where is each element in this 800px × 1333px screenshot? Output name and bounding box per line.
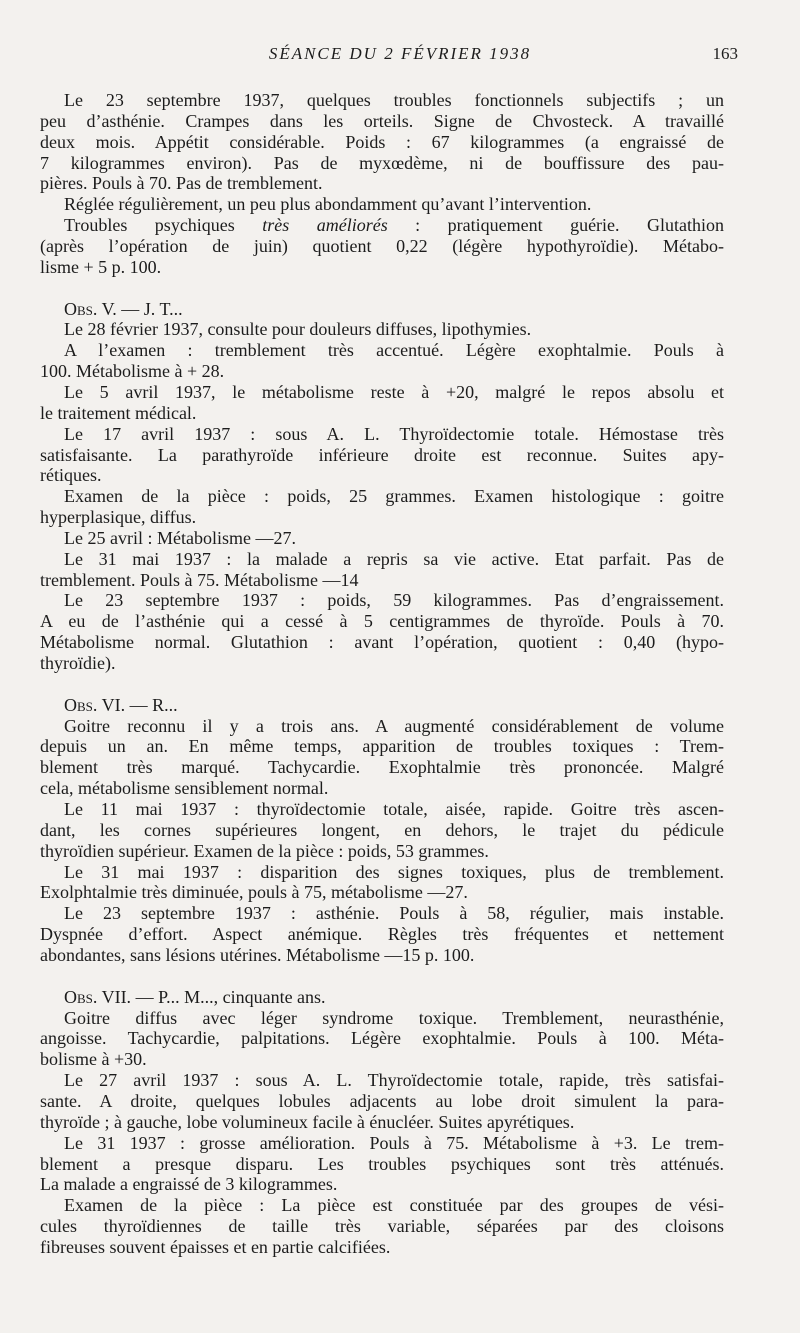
text-line: Le 28 février 1937, consulte pour douleurs diffuses, lipothymies. bbox=[64, 319, 532, 340]
text-line: thyroïdie). bbox=[40, 652, 116, 673]
paragraph bbox=[40, 903, 724, 966]
text-line: Le 23 septembre 1937 : asthénie. Pouls à 58, régulier, mais instable. bbox=[64, 903, 724, 924]
text-line: cela, métabolisme sensiblement normal. bbox=[40, 778, 329, 799]
text-line: Le 31 1937 : grosse amélioration. Pouls à 75. Métabolisme à +3. Le trem- bbox=[64, 1132, 724, 1153]
text-line: deux mois. Appétit considérable. Poids : 67 kilogrammes (a engraissé de bbox=[40, 131, 724, 152]
paragraph bbox=[40, 528, 724, 549]
paragraph bbox=[40, 1008, 724, 1071]
text-line: Le 31 mai 1937 : disparition des signes toxiques, plus de tremblement. bbox=[64, 861, 724, 882]
emphasis: très améliorés bbox=[262, 215, 388, 236]
page-header bbox=[0, 44, 800, 68]
text-line: Le 27 avril 1937 : sous A. L. Thyroïdectomie totale, rapide, très satisfai- bbox=[64, 1070, 724, 1091]
paragraph bbox=[40, 549, 724, 591]
text-line: cules thyroïdiennes de taille très variable, séparées par des cloisons bbox=[40, 1216, 724, 1237]
observation-heading bbox=[40, 987, 724, 1008]
paragraph bbox=[40, 1195, 724, 1258]
observation-heading bbox=[40, 695, 724, 716]
text-line: abondantes, sans lésions utérines. Métabolisme —15 p. 100. bbox=[40, 944, 475, 965]
text-line: A eu de l’asthénie qui a cessé à 5 centigrammes de thyroïde. Pouls à 70. bbox=[40, 611, 724, 632]
paragraph bbox=[40, 799, 724, 862]
text-line: Obs. V. — J. T... bbox=[64, 298, 183, 319]
text-line: le traitement médical. bbox=[40, 402, 197, 423]
text-line: blement très marqué. Tachycardie. Exophtalmie très prononcée. Malgré bbox=[40, 757, 724, 778]
text-line: (après l’opération de juin) quotient 0,22 (légère hypothyroïdie). Métabo- bbox=[40, 235, 724, 256]
text-line: Le 17 avril 1937 : sous A. L. Thyroïdectomie totale. Hémostase très bbox=[64, 423, 724, 444]
text-line: thyroïde ; à gauche, lobe volumineux facile à énucléer. Suites apyrétiques. bbox=[40, 1111, 575, 1132]
observation-label: Obs. V. bbox=[64, 298, 117, 319]
paragraph bbox=[40, 90, 724, 194]
text-line: Réglée régulièrement, un peu plus abondamment qu’avant l’intervention. bbox=[64, 194, 592, 215]
text-line: rétiques. bbox=[40, 465, 102, 486]
text-line: bolisme à +30. bbox=[40, 1049, 147, 1070]
observation-label: Obs. VII. bbox=[64, 986, 132, 1007]
text-line: Le 25 avril : Métabolisme —27. bbox=[64, 527, 296, 548]
text-line: hyperplasique, diffus. bbox=[40, 507, 197, 528]
text-line: Le 23 septembre 1937, quelques troubles fonctionnels subjectifs ; un bbox=[64, 90, 724, 110]
paragraph bbox=[40, 340, 724, 382]
text-line: pières. Pouls à 70. Pas de tremblement. bbox=[40, 173, 323, 194]
text-line: depuis un an. En même temps, apparition de troubles toxiques : Trem- bbox=[40, 736, 724, 757]
text-line: peu d’asthénie. Crampes dans les orteils. Signe de Chvosteck. A travaillé bbox=[40, 110, 724, 131]
page-body bbox=[40, 90, 724, 1258]
paragraph bbox=[40, 1070, 724, 1133]
text-line: Le 31 mai 1937 : la malade a repris sa vie active. Etat parfait. Pas de bbox=[64, 548, 724, 569]
section-gap bbox=[40, 278, 724, 299]
text-line: 7 kilogrammes environ). Pas de myxœdème, ni de bouffissure des pau- bbox=[40, 152, 724, 173]
running-head: SÉANCE DU 2 FÉVRIER 1938 bbox=[268, 44, 532, 63]
page-number: 163 bbox=[712, 44, 738, 63]
paragraph bbox=[40, 319, 724, 340]
paragraph bbox=[40, 862, 724, 904]
text-line: Dyspnée d’effort. Aspect anémique. Règles très fréquentes et nettement bbox=[40, 924, 724, 945]
text-line: angoisse. Tachycardie, palpitations. Légère exophtalmie. Pouls à 100. Méta- bbox=[40, 1028, 724, 1049]
observation-label: Obs. VI. bbox=[64, 694, 126, 715]
observation-heading bbox=[40, 299, 724, 320]
text-line: Troubles psychiques très améliorés : pratiquement guérie. Glutathion bbox=[64, 215, 724, 236]
text-line: Exolphtalmie très diminuée, pouls à 75, métabolisme —27. bbox=[40, 882, 468, 903]
text-line: 100. Métabolisme à + 28. bbox=[40, 361, 225, 382]
text-line: Goitre reconnu il y a trois ans. A augmenté considérablement de volume bbox=[64, 715, 724, 736]
text-line: Examen de la pièce : poids, 25 grammes. Examen histologique : goitre bbox=[64, 486, 724, 507]
text-line: A l’examen : tremblement très accentué. Légère exophtalmie. Pouls à bbox=[64, 340, 724, 361]
text-line: tremblement. Pouls à 75. Métabolisme —14 bbox=[40, 569, 359, 590]
section-gap bbox=[40, 966, 724, 987]
text-line: lisme + 5 p. 100. bbox=[40, 256, 162, 277]
paragraph bbox=[40, 194, 724, 215]
text-line: Métabolisme normal. Glutathion : avant l’opération, quotient : 0,40 (hypo- bbox=[40, 632, 724, 653]
text-line: blement a presque disparu. Les troubles psychiques sont très atténués. bbox=[40, 1153, 724, 1174]
text-line: Obs. VII. — P... M..., cinquante ans. bbox=[64, 986, 326, 1007]
paragraph bbox=[40, 424, 724, 487]
paragraph bbox=[40, 716, 724, 799]
paragraph bbox=[40, 486, 724, 528]
section-gap bbox=[40, 674, 724, 695]
text-line: satisfaisante. La parathyroïde inférieure droite est reconnue. Suites apy- bbox=[40, 444, 724, 465]
text-line: fibreuses souvent épaisses et en partie calcifiées. bbox=[40, 1236, 391, 1257]
text-line: Le 11 mai 1937 : thyroïdectomie totale, aisée, rapide. Goitre très ascen- bbox=[64, 799, 724, 819]
text-line: sante. A droite, quelques lobules adjacents au lobe droit simulent la para- bbox=[40, 1090, 724, 1111]
text-line: dant, les cornes supérieures longent, en dehors, le trajet du pédicule bbox=[40, 819, 724, 840]
text-line: Examen de la pièce : La pièce est constituée par des groupes de vési- bbox=[64, 1195, 724, 1216]
text-line: Goitre diffus avec léger syndrome toxique. Tremblement, neurasthénie, bbox=[64, 1007, 724, 1028]
paragraph bbox=[40, 215, 724, 278]
text-line: Le 5 avril 1937, le métabolisme reste à +20, malgré le repos absolu et bbox=[64, 381, 724, 402]
text-line: La malade a engraissé de 3 kilogrammes. bbox=[40, 1174, 338, 1195]
text-line: Obs. VI. — R... bbox=[64, 694, 178, 715]
text-line: Le 23 septembre 1937 : poids, 59 kilogrammes. Pas d’engraissement. bbox=[64, 590, 724, 611]
paragraph bbox=[40, 1133, 724, 1196]
paragraph bbox=[40, 590, 724, 673]
paragraph bbox=[40, 382, 724, 424]
text-line: thyroïdien supérieur. Examen de la pièce : poids, 53 grammes. bbox=[40, 840, 489, 861]
